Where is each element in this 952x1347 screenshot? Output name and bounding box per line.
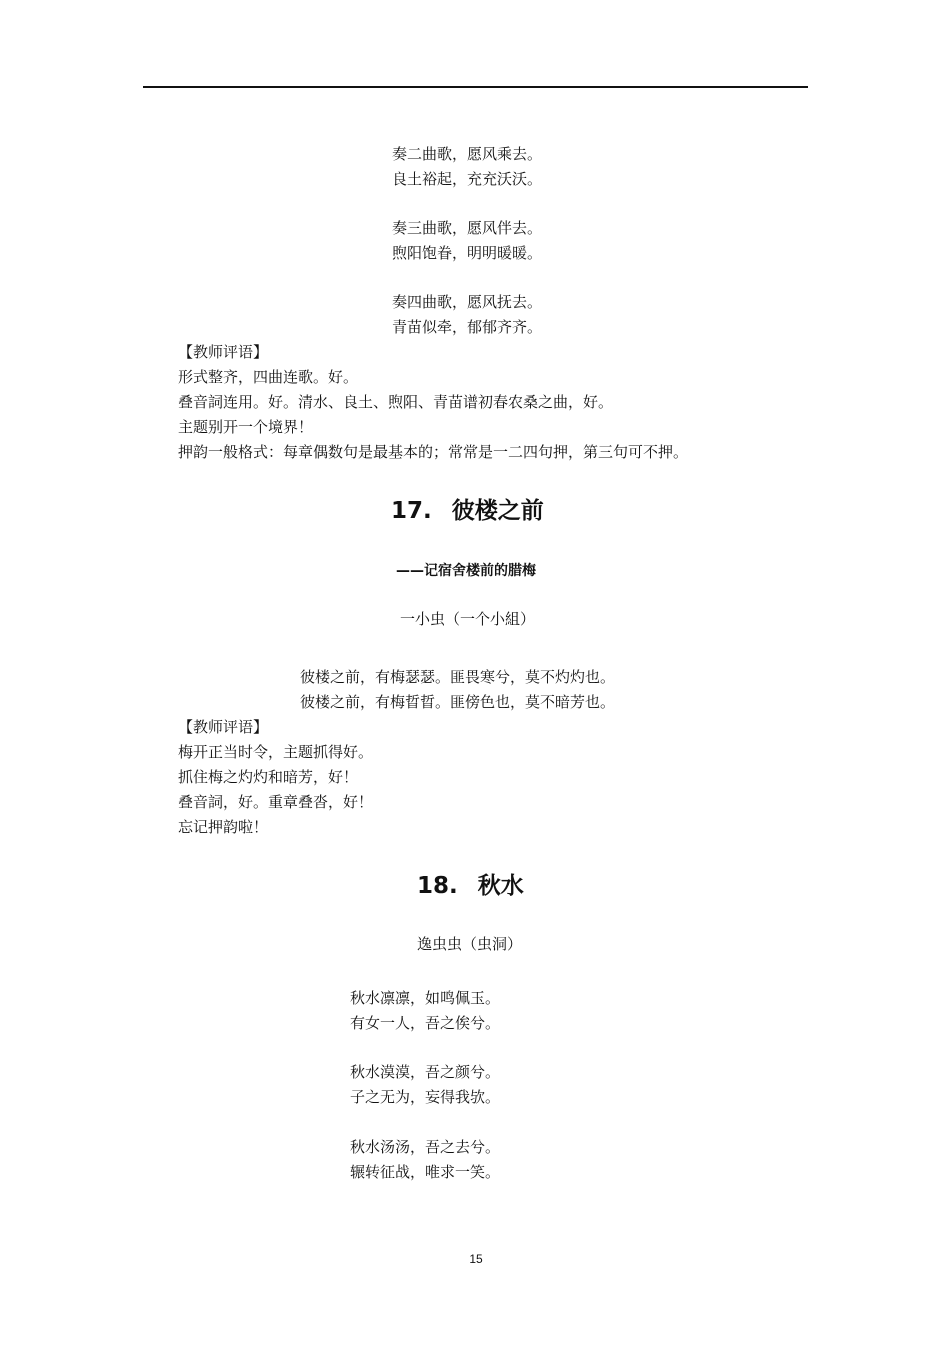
poem-line: 青苗似牵，郁郁齐齐。 bbox=[392, 318, 543, 336]
poem-subtitle: ——记宿舍楼前的腊梅 bbox=[396, 563, 536, 579]
poem-title: 彼楼之前 bbox=[451, 498, 544, 524]
poem-author: 逸虫虫（虫洞） bbox=[417, 935, 523, 953]
poem-line: 奏三曲歌，愿风伴去。 bbox=[392, 219, 543, 237]
teacher-comment: 主题别开一个境界！ bbox=[178, 418, 314, 436]
teacher-comment: 抓住梅之灼灼和暗芳，好！ bbox=[178, 768, 359, 786]
poem-line: 煦阳饱眷，明明暖暖。 bbox=[392, 244, 543, 262]
poem-line: 良土裕起，充充沃沃。 bbox=[392, 170, 543, 188]
poem-line: 秋水凛凛，如鸣佩玉。 bbox=[350, 989, 501, 1007]
poem-line: 秋水汤汤，吾之去兮。 bbox=[350, 1138, 501, 1156]
poem-number: 18. bbox=[417, 873, 458, 899]
teacher-comment: 忘记押韵啦！ bbox=[178, 818, 269, 836]
teacher-comment-header: 【教师评语】 bbox=[178, 343, 269, 361]
teacher-comment: 叠音詞连用。好。清水、良土、煦阳、青苗谱初春农桑之曲，好。 bbox=[178, 393, 614, 411]
poem-heading bbox=[417, 871, 524, 901]
teacher-comment: 押韵一般格式：每章偶数句是最基本的；常常是一二四句押，第三句可不押。 bbox=[178, 443, 689, 461]
teacher-comment: 梅开正当时令，主题抓得好。 bbox=[178, 743, 374, 761]
poem-author: 一小虫（一个小組） bbox=[400, 610, 536, 628]
poem-heading bbox=[391, 496, 544, 526]
teacher-comment: 叠音詞，好。重章叠沓，好！ bbox=[178, 793, 374, 811]
poem-line: 彼楼之前，有梅瑟瑟。匪畏寒兮，莫不灼灼也。 bbox=[300, 668, 616, 686]
poem-line: 辗转征战，唯求一笑。 bbox=[350, 1163, 501, 1181]
poem-line: 有女一人，吾之俟兮。 bbox=[350, 1014, 501, 1032]
page-number: 15 bbox=[469, 1252, 483, 1266]
poem-line: 秋水漠漠，吾之颜兮。 bbox=[350, 1063, 501, 1081]
poem-line: 彼楼之前，有梅晢晢。匪傍色也，莫不暗芳也。 bbox=[300, 693, 616, 711]
teacher-comment: 形式整齐，四曲连歌。好。 bbox=[178, 368, 359, 386]
poem-title: 秋水 bbox=[477, 873, 524, 899]
poem-line: 奏二曲歌，愿风乘去。 bbox=[392, 145, 543, 163]
poem-number: 17. bbox=[391, 498, 432, 524]
header-rule bbox=[143, 86, 808, 88]
poem-line: 子之无为，妄得我欤。 bbox=[350, 1088, 501, 1106]
teacher-comment-header: 【教师评语】 bbox=[178, 718, 269, 736]
poem-line: 奏四曲歌，愿风抚去。 bbox=[392, 293, 543, 311]
